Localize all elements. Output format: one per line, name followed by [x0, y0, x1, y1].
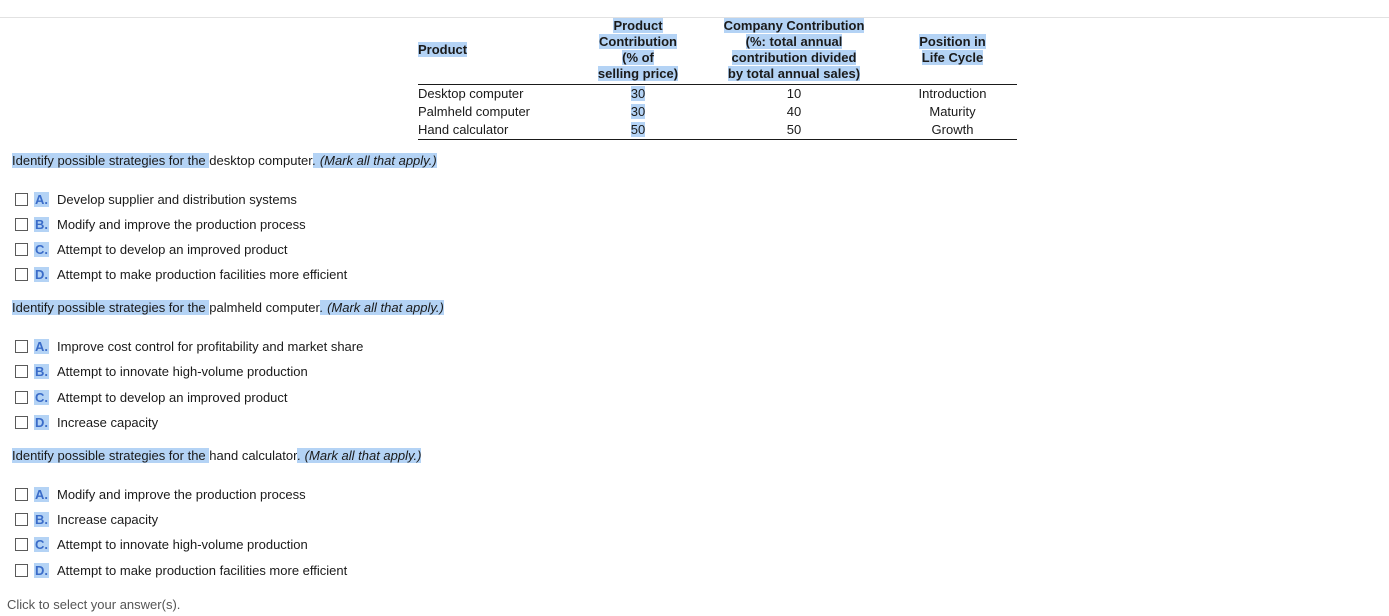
q3-option-d[interactable]: D. Attempt to make production facilities more efficient [15, 562, 347, 578]
q3-option-a[interactable]: A. Modify and improve the production process [15, 486, 306, 502]
q1-option-a[interactable]: A. Develop supplier and distribution systems [15, 191, 297, 207]
checkbox[interactable] [15, 564, 28, 577]
checkbox[interactable] [15, 391, 28, 404]
checkbox[interactable] [15, 416, 28, 429]
q2-option-a[interactable]: A. Improve cost control for profitability and market share [15, 338, 363, 354]
question-prompt-calculator: Identify possible strategies for the hand calculator. (Mark all that apply.) [12, 448, 422, 463]
product-table [418, 17, 1017, 140]
header-product: Product [418, 17, 576, 84]
checkbox[interactable] [15, 193, 28, 206]
checkbox[interactable] [15, 365, 28, 378]
question-prompt-desktop: Identify possible strategies for the desktop computer. (Mark all that apply.) [12, 153, 437, 168]
table-row: Desktop computer 30 10 Introduction [418, 85, 987, 101]
q2-option-c[interactable]: C. Attempt to develop an improved product [15, 389, 288, 405]
q1-option-b[interactable]: B. Modify and improve the production process [15, 216, 306, 232]
q1-option-c[interactable]: C. Attempt to develop an improved product [15, 241, 288, 257]
header-company-contribution: Company Contribution (%: total annual contribution divided by total annual sales) [700, 17, 888, 84]
q2-option-d[interactable]: D. Increase capacity [15, 414, 158, 430]
checkbox[interactable] [15, 268, 28, 281]
header-product-contribution: Product Contribution (% of selling price) [576, 17, 700, 84]
table-row: Palmheld computer 30 40 Maturity [418, 103, 976, 119]
checkbox[interactable] [15, 218, 28, 231]
checkbox[interactable] [15, 243, 28, 256]
q1-option-d[interactable]: D. Attempt to make production facilities more efficient [15, 266, 347, 282]
checkbox[interactable] [15, 538, 28, 551]
table-header-row [418, 17, 1017, 84]
q3-option-b[interactable]: B. Increase capacity [15, 511, 158, 527]
q3-option-c[interactable]: C. Attempt to innovate high-volume production [15, 536, 308, 552]
checkbox[interactable] [15, 488, 28, 501]
table-row: Hand calculator 50 50 Growth [418, 121, 1017, 140]
footer-instruction: Click to select your answer(s). [7, 597, 181, 612]
header-life-cycle: Position in Life Cycle [888, 17, 1017, 84]
question-prompt-palmheld: Identify possible strategies for the palmheld computer. (Mark all that apply.) [12, 300, 444, 315]
checkbox[interactable] [15, 513, 28, 526]
checkbox[interactable] [15, 340, 28, 353]
q2-option-b[interactable]: B. Attempt to innovate high-volume production [15, 363, 308, 379]
